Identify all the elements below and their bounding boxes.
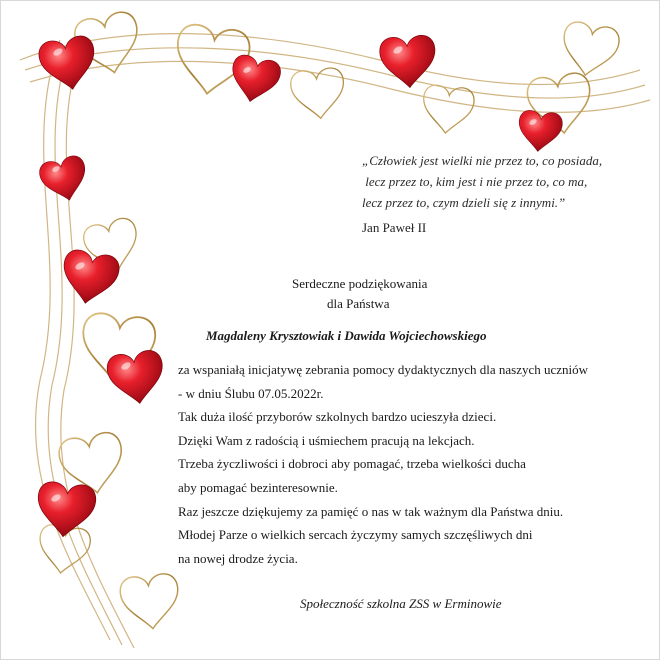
message-line: Raz jeszcze dziękujemy za pamięć o nas w tak ważnym dla Państwa dniu. bbox=[178, 503, 564, 519]
message-line: aby pomagać bezinteresownie. bbox=[178, 479, 338, 495]
thanks-heading: Serdeczne podziękowania bbox=[292, 276, 428, 291]
thanks-addressee: dla Państwa bbox=[327, 296, 390, 311]
quote-line: lecz przez to, kim jest i nie przez to, co ma, bbox=[362, 174, 588, 189]
message-line: Dzięki Wam z radością i uśmiechem pracują na lekcjach. bbox=[178, 432, 475, 448]
message-line: na nowej drodze życia. bbox=[178, 550, 298, 566]
quote-line: lecz przez to, czym dzieli się z innymi.” bbox=[362, 195, 566, 210]
message-line: za wspaniałą inicjatywę zebrania pomocy dydaktycznych dla naszych uczniów bbox=[178, 362, 589, 377]
message-line: Tak duża ilość przyborów szkolnych bardzo ucieszyła dzieci. bbox=[178, 409, 497, 425]
signature: Społeczność szkolna ZSS w Erminowie bbox=[300, 596, 502, 611]
message-body bbox=[178, 358, 638, 570]
quote-block bbox=[362, 150, 652, 213]
quote-author: Jan Paweł II bbox=[362, 220, 427, 235]
message-line: Młodej Parze o wielkich sercach życzymy samych szczęśliwych dni bbox=[178, 527, 533, 543]
message-line: Trzeba życzliwości i dobroci aby pomagać, trzeba wielkości ducha bbox=[178, 456, 526, 472]
recipient-names: Magdaleny Krysztowiak i Dawida Wojciechowskiego bbox=[206, 328, 487, 343]
message-line: - w dniu Ślubu 07.05.2022r. bbox=[178, 385, 324, 401]
quote-line: „Człowiek jest wielki nie przez to, co posiada, bbox=[362, 153, 603, 168]
